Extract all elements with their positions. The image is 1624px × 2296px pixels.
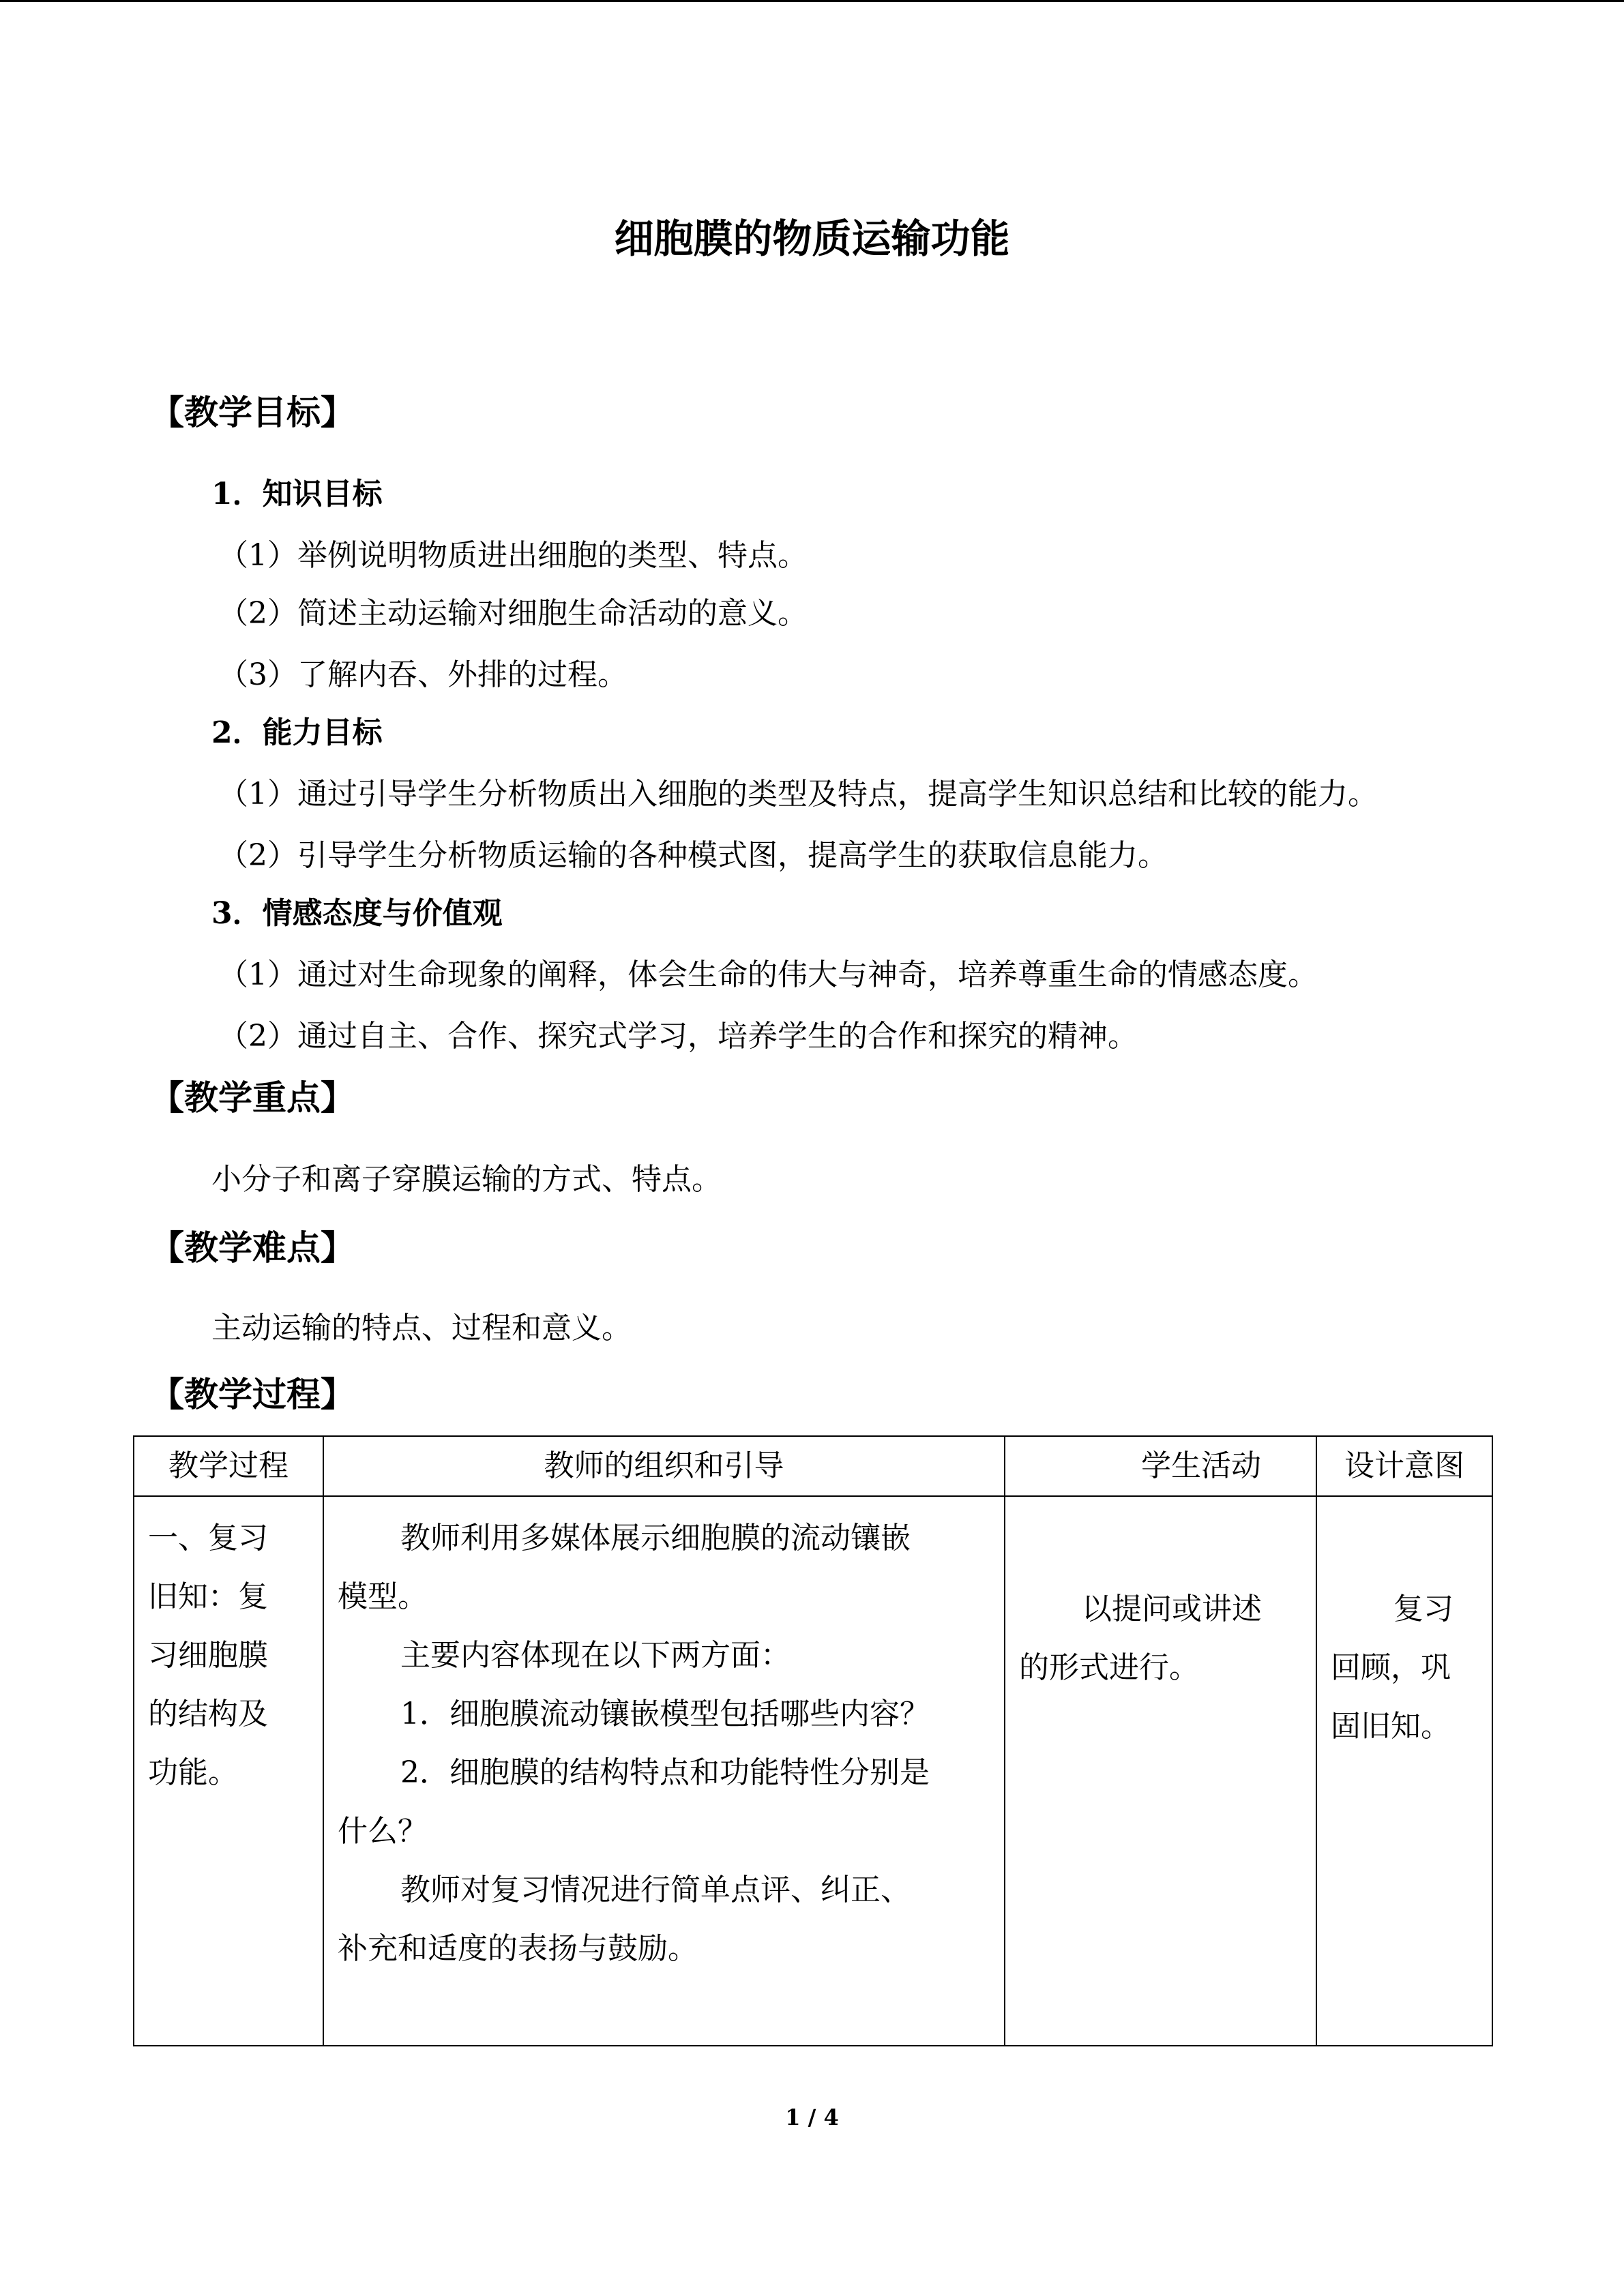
column-header-process: 教学过程: [134, 1436, 323, 1496]
document-title: 细胞膜的物质运输功能: [614, 215, 1010, 262]
key-points-text: 小分子和离子穿膜运输的方式、特点。: [211, 1162, 722, 1197]
column-header-teacher: 教师的组织和引导: [323, 1436, 1005, 1496]
column-header-student: 学生活动: [1005, 1436, 1316, 1496]
top-border-line: [0, 0, 1624, 2]
table-header-row: [134, 1436, 1492, 1496]
teaching-process-table: [133, 1435, 1493, 2046]
emotion-item-2: （2）通过自主、合作、探究式学习，培养学生的合作和探究的精神。: [218, 1019, 1138, 1054]
table-row: [134, 1496, 1492, 2046]
page-number: 1 / 4: [785, 2104, 839, 2130]
heading-teaching-objectives: 【教学目标】: [150, 392, 355, 432]
heading-teaching-difficulties: 【教学难点】: [150, 1227, 355, 1268]
emotion-item-1: （1）通过对生命现象的阐释，体会生命的伟大与神奇，培养尊重生命的情感态度。: [218, 957, 1318, 992]
subheading-ability-objectives: 2．能力目标: [211, 715, 383, 750]
cell-process-step: 一、复习 旧知：复 习细胞膜 的结构及 功能。: [134, 1496, 323, 2046]
heading-teaching-process: 【教学过程】: [150, 1374, 355, 1414]
heading-teaching-key-points: 【教学重点】: [150, 1077, 355, 1118]
ability-item-1: （1）通过引导学生分析物质出入细胞的类型及特点，提高学生知识总结和比较的能力。: [218, 777, 1378, 811]
knowledge-item-1: （1）举例说明物质进出细胞的类型、特点。: [218, 538, 808, 573]
subheading-emotion-values: 3．情感态度与价值观: [211, 896, 503, 931]
cell-design-intent: 复习 回顾，巩 固旧知。: [1316, 1496, 1492, 2046]
cell-teacher-guidance: 教师利用多媒体展示细胞膜的流动镶嵌 模型。 主要内容体现在以下两方面： 1．细胞膜流动镶嵌模型包括哪些内容？ 2．细胞膜的结构特点和功能特性分别是 什么？ 教师对复习情况进行简单点评、纠正、 补充和适度的表扬与鼓励。: [323, 1496, 1005, 2046]
ability-item-2: （2）引导学生分析物质运输的各种模式图，提高学生的获取信息能力。: [218, 838, 1168, 873]
difficulties-text: 主动运输的特点、过程和意义。: [211, 1311, 632, 1345]
cell-student-activity: 以提问或讲述 的形式进行。: [1005, 1496, 1316, 2046]
column-header-intent: 设计意图: [1316, 1436, 1492, 1496]
knowledge-item-2: （2）简述主动运输对细胞生命活动的意义。: [218, 596, 808, 631]
subheading-knowledge-objectives: 1．知识目标: [211, 477, 383, 511]
knowledge-item-3: （3）了解内吞、外排的过程。: [218, 657, 628, 692]
